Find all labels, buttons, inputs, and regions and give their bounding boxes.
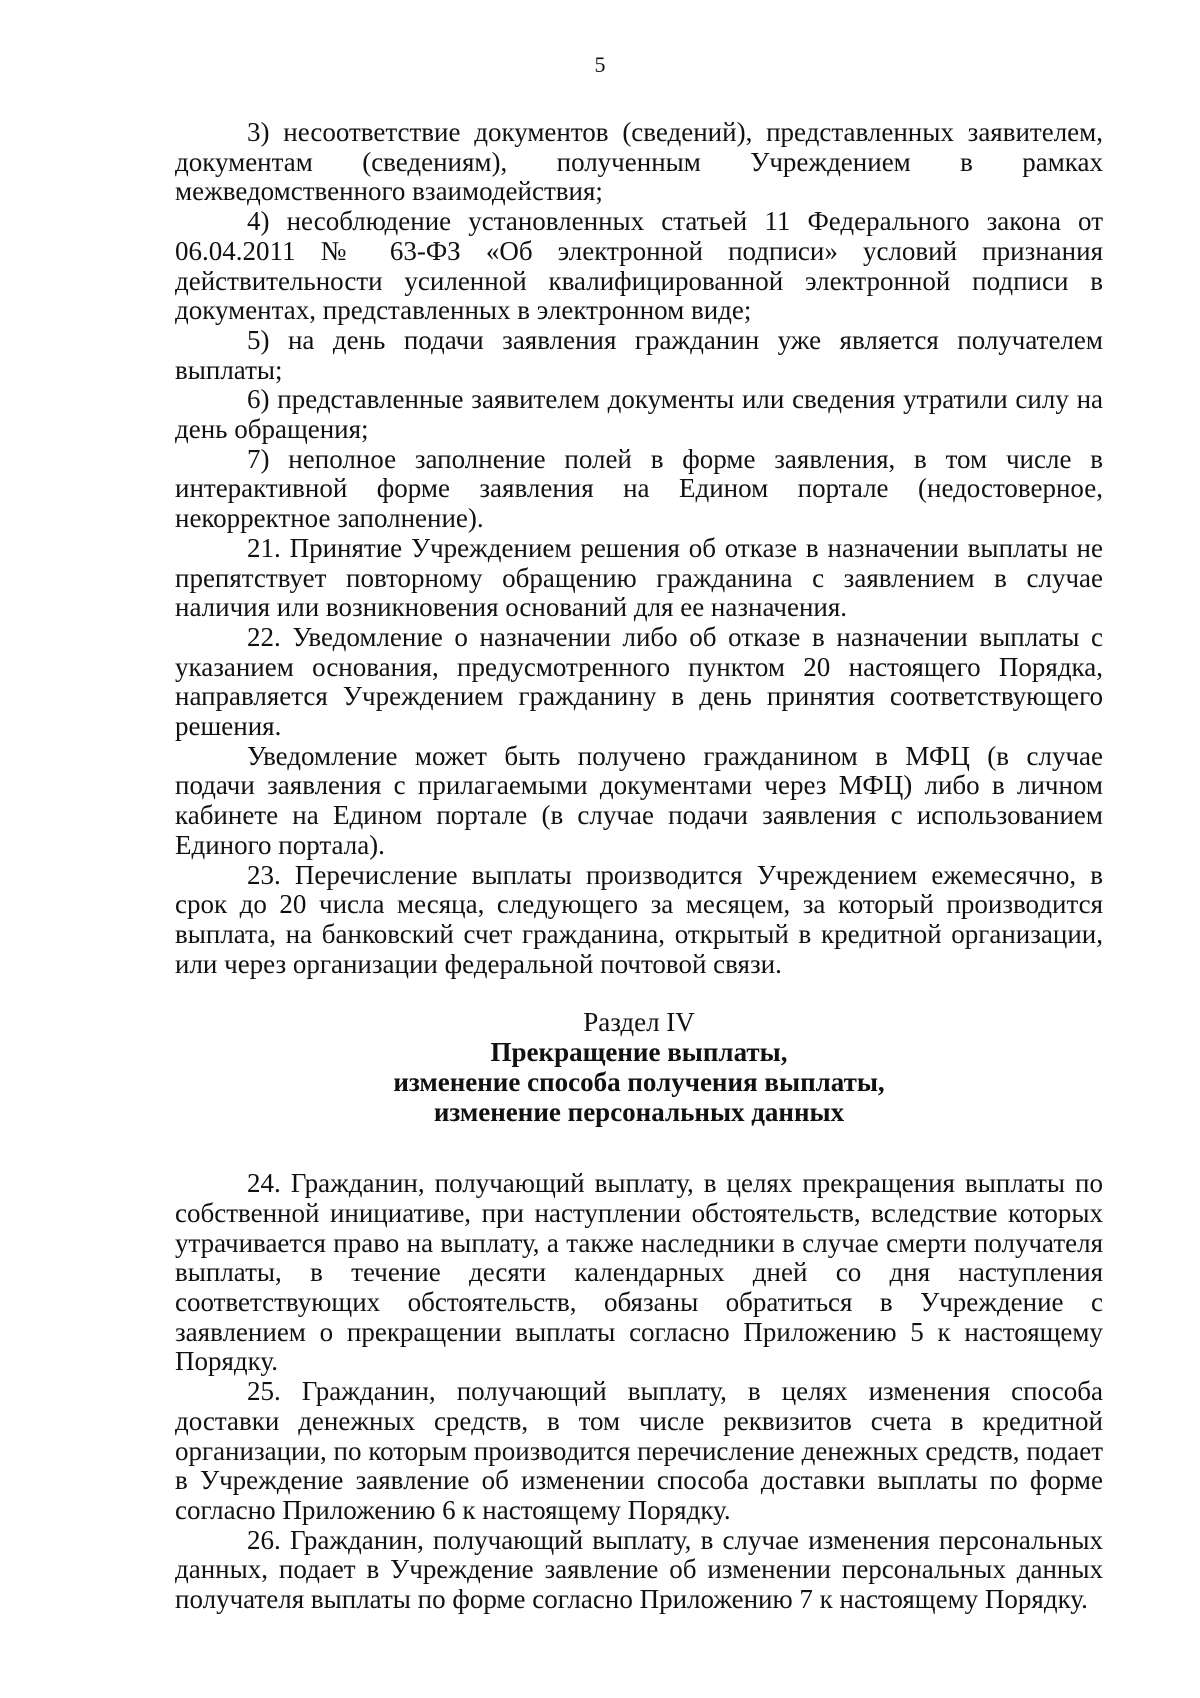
- paragraph-item-3: 3) несоответствие документов (сведений), представленных заявителем, документам (сведениям), полученным Учреждением в рамках межведомственного взаимодействия;: [175, 117, 1103, 207]
- paragraph-clause-23: 23. Перечисление выплаты производится Учреждением ежемесячно, в срок до 20 числа месяца, следующего за месяцем, за который производится выплата, на банковский счет гражданина, открытый в кредитной организации, или через организации федеральной почтовой связи.: [175, 859, 1103, 979]
- document-body: [175, 118, 1103, 1615]
- section-title-line-2: изменение способа получения выплаты,: [393, 1066, 885, 1097]
- paragraph-item-7: 7) неполное заполнение полей в форме заявления, в том числе в интерактивной форме заявления на Едином портале (недостоверное, некорректное заполнение).: [175, 443, 1103, 534]
- section-title-spacer: [175, 1127, 1103, 1169]
- paragraph-item-5: 5) на день подачи заявления гражданин уже является получателем выплаты;: [175, 324, 1103, 385]
- paragraph-item-4: 4) несоблюдение установленных статьей 11 Федерального закона от 06.04.2011 № 63-ФЗ «Об электронной подписи» условий признания действительности усиленной квалифицированной электронной подписи в документах, представленных в электронном виде;: [175, 206, 1103, 326]
- paragraph-clause-26: 26. Гражданин, получающий выплату, в случае изменения персональных данных, подает в Учреждение заявление об изменении персональных данных получателя выплаты по форме согласно Приложению 7 к настоящему Порядку.: [175, 1524, 1103, 1615]
- paragraph-notification: Уведомление может быть получено гражданином в МФЦ (в случае подачи заявления с прилагаемыми документами через МФЦ) либо в личном кабинете на Едином портале (в случае подачи заявления с использованием Единого портала).: [175, 740, 1103, 860]
- section-label: Раздел IV: [583, 1007, 695, 1038]
- section-title-line-1: Прекращение выплаты,: [490, 1037, 788, 1068]
- page-number: 5: [594, 52, 606, 77]
- paragraph-item-6: 6) представленные заявителем документы или сведения утратили силу на день обращения;: [175, 384, 1103, 445]
- paragraph-clause-25: 25. Гражданин, получающий выплату, в целях изменения способа доставки денежных средств, в том числе реквизитов счета в кредитной организации, по которым производится перечисление денежных средств, подает в Учреждение заявление об изменении способа доставки выплаты по форме согласно Приложению 6 к настоящему Порядку.: [175, 1376, 1103, 1525]
- section-title-line-3: изменение персональных данных: [433, 1096, 845, 1127]
- section-spacer: [175, 979, 1103, 1008]
- paragraph-clause-22: 22. Уведомление о назначении либо об отказе в назначении выплаты с указанием основания, предусмотренного пунктом 20 настоящего Порядка, направляется Учреждением гражданину в день принятия соответствующего решения.: [175, 621, 1103, 742]
- paragraph-clause-21: 21. Принятие Учреждением решения об отказе в назначении выплаты не препятствует повторному обращению гражданина с заявлением в случае наличия или возникновения оснований для ее назначения.: [175, 532, 1103, 623]
- paragraph-clause-24: 24. Гражданин, получающий выплату, в целях прекращения выплаты по собственной инициативе, при наступлении обстоятельств, вследствие которых утрачивается право на выплату, а также наследники в случае смерти получателя выплаты, в течение десяти календарных дней со дня наступления соответствующих обстоятельств, обязаны обратиться в Учреждение с заявлением о прекращении выплаты согласно Приложению 5 к настоящему Порядку.: [175, 1168, 1103, 1377]
